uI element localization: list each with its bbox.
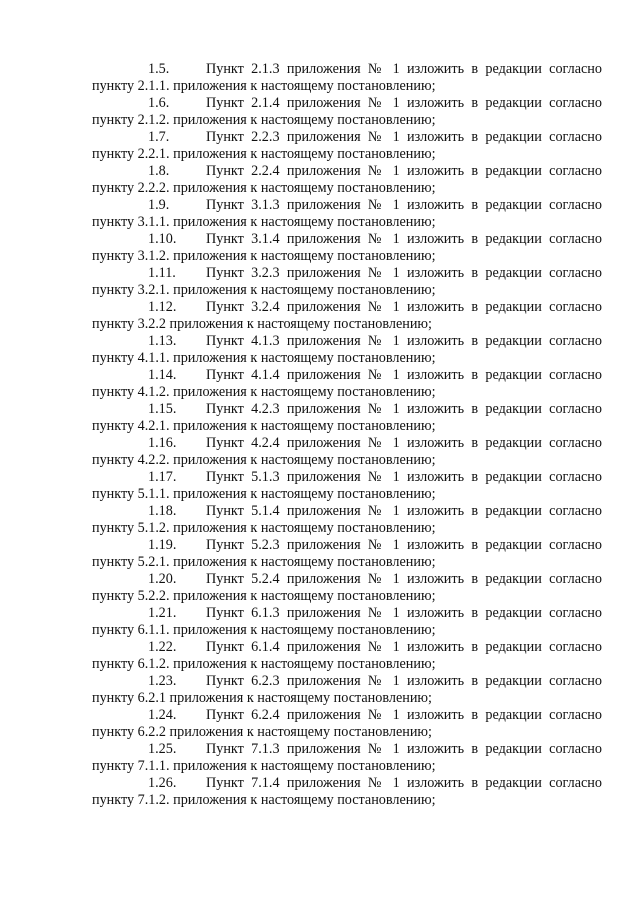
clause-item <box>92 775 602 809</box>
clause-continuation: пункту 2.1.1. приложения к настоящему постановлению; <box>92 78 436 94</box>
clause-number: 1.16. <box>148 435 177 451</box>
clause-number: 1.11. <box>148 265 176 281</box>
clause-first-line <box>92 129 602 146</box>
clause-item <box>92 333 602 367</box>
clause-number: 1.10. <box>148 231 177 247</box>
clause-text: Пункт 5.2.4 приложения № 1 изложить в редакции согласно <box>206 571 602 587</box>
clause-continuation: пункту 4.1.2. приложения к настоящему постановлению; <box>92 384 436 400</box>
clause-text: Пункт 6.2.4 приложения № 1 изложить в редакции согласно <box>206 707 602 723</box>
clause-text: Пункт 5.2.3 приложения № 1 изложить в редакции согласно <box>206 537 602 553</box>
clause-item <box>92 571 602 605</box>
clause-continuation: пункту 5.2.2. приложения к настоящему постановлению; <box>92 588 436 604</box>
clause-continuation: пункту 6.1.2. приложения к настоящему постановлению; <box>92 656 436 672</box>
document-page <box>92 61 602 809</box>
clause-continuation: пункту 7.1.1. приложения к настоящему постановлению; <box>92 758 436 774</box>
clause-item <box>92 401 602 435</box>
clause-continuation: пункту 6.2.1 приложения к настоящему постановлению; <box>92 690 432 706</box>
clause-continuation: пункту 5.1.2. приложения к настоящему постановлению; <box>92 520 436 536</box>
clause-number: 1.21. <box>148 605 177 621</box>
clause-text: Пункт 3.2.3 приложения № 1 изложить в редакции согласно <box>206 265 602 281</box>
clause-text: Пункт 2.1.3 приложения № 1 изложить в редакции согласно <box>206 61 602 77</box>
clause-number: 1.23. <box>148 673 177 689</box>
clause-item <box>92 61 602 95</box>
clause-continuation: пункту 2.2.1. приложения к настоящему постановлению; <box>92 146 436 162</box>
clause-number: 1.14. <box>148 367 177 383</box>
clause-text: Пункт 4.1.4 приложения № 1 изложить в редакции согласно <box>206 367 602 383</box>
clause-text: Пункт 4.2.4 приложения № 1 изложить в редакции согласно <box>206 435 602 451</box>
clause-text: Пункт 2.2.4 приложения № 1 изложить в редакции согласно <box>206 163 602 179</box>
clause-item <box>92 231 602 265</box>
clause-text: Пункт 6.1.4 приложения № 1 изложить в редакции согласно <box>206 639 602 655</box>
clause-continuation: пункту 4.2.1. приложения к настоящему постановлению; <box>92 418 436 434</box>
clause-number: 1.5. <box>148 61 170 77</box>
clause-number: 1.22. <box>148 639 177 655</box>
clause-first-line <box>92 61 602 78</box>
clause-item <box>92 469 602 503</box>
clause-item <box>92 639 602 673</box>
clause-first-line <box>92 95 602 112</box>
clause-continuation: пункту 6.2.2 приложения к настоящему постановлению; <box>92 724 432 740</box>
clause-text: Пункт 4.1.3 приложения № 1 изложить в редакции согласно <box>206 333 602 349</box>
clause-item <box>92 435 602 469</box>
clause-number: 1.6. <box>148 95 170 111</box>
clause-item <box>92 503 602 537</box>
clause-continuation: пункту 2.2.2. приложения к настоящему постановлению; <box>92 180 436 196</box>
clause-number: 1.9. <box>148 197 170 213</box>
clause-continuation: пункту 2.1.2. приложения к настоящему постановлению; <box>92 112 436 128</box>
clause-text: Пункт 3.1.4 приложения № 1 изложить в редакции согласно <box>206 231 602 247</box>
clause-item <box>92 265 602 299</box>
clause-first-line <box>92 231 602 248</box>
clause-continuation: пункту 4.2.2. приложения к настоящему постановлению; <box>92 452 436 468</box>
clause-number: 1.7. <box>148 129 170 145</box>
clause-number: 1.18. <box>148 503 177 519</box>
clause-item <box>92 605 602 639</box>
clause-first-line <box>92 435 602 452</box>
clause-continuation: пункту 3.1.2. приложения к настоящему постановлению; <box>92 248 436 264</box>
clause-text: Пункт 2.2.3 приложения № 1 изложить в редакции согласно <box>206 129 602 145</box>
clause-text: Пункт 7.1.3 приложения № 1 изложить в редакции согласно <box>206 741 602 757</box>
clause-first-line <box>92 571 602 588</box>
clause-first-line <box>92 605 602 622</box>
clause-item <box>92 197 602 231</box>
clause-item <box>92 129 602 163</box>
clause-item <box>92 707 602 741</box>
clause-text: Пункт 3.2.4 приложения № 1 изложить в редакции согласно <box>206 299 602 315</box>
clause-text: Пункт 2.1.4 приложения № 1 изложить в редакции согласно <box>206 95 602 111</box>
clause-text: Пункт 5.1.4 приложения № 1 изложить в редакции согласно <box>206 503 602 519</box>
clause-first-line <box>92 537 602 554</box>
clause-item <box>92 537 602 571</box>
clause-first-line <box>92 673 602 690</box>
clause-item <box>92 741 602 775</box>
clause-number: 1.17. <box>148 469 177 485</box>
clause-first-line <box>92 639 602 656</box>
clause-item <box>92 673 602 707</box>
clause-text: Пункт 7.1.4 приложения № 1 изложить в редакции согласно <box>206 775 602 791</box>
clause-item <box>92 95 602 129</box>
clause-first-line <box>92 163 602 180</box>
clause-first-line <box>92 265 602 282</box>
clause-number: 1.25. <box>148 741 177 757</box>
clause-continuation: пункту 5.2.1. приложения к настоящему постановлению; <box>92 554 436 570</box>
clause-text: Пункт 3.1.3 приложения № 1 изложить в редакции согласно <box>206 197 602 213</box>
clause-item <box>92 367 602 401</box>
clause-first-line <box>92 775 602 792</box>
clause-number: 1.15. <box>148 401 177 417</box>
clause-number: 1.26. <box>148 775 177 791</box>
clause-continuation: пункту 3.1.1. приложения к настоящему постановлению; <box>92 214 436 230</box>
clause-item <box>92 163 602 197</box>
clause-number: 1.8. <box>148 163 170 179</box>
clause-continuation: пункту 3.2.2 приложения к настоящему постановлению; <box>92 316 432 332</box>
clause-text: Пункт 6.1.3 приложения № 1 изложить в редакции согласно <box>206 605 602 621</box>
clause-first-line <box>92 401 602 418</box>
clause-number: 1.19. <box>148 537 177 553</box>
clause-continuation: пункту 3.2.1. приложения к настоящему постановлению; <box>92 282 436 298</box>
clause-first-line <box>92 299 602 316</box>
clause-first-line <box>92 741 602 758</box>
clause-text: Пункт 6.2.3 приложения № 1 изложить в редакции согласно <box>206 673 602 689</box>
clause-continuation: пункту 5.1.1. приложения к настоящему постановлению; <box>92 486 436 502</box>
clause-number: 1.20. <box>148 571 177 587</box>
clause-number: 1.24. <box>148 707 177 723</box>
clause-number: 1.12. <box>148 299 177 315</box>
clause-first-line <box>92 707 602 724</box>
clause-first-line <box>92 503 602 520</box>
clause-text: Пункт 4.2.3 приложения № 1 изложить в редакции согласно <box>206 401 602 417</box>
clause-text: Пункт 5.1.3 приложения № 1 изложить в редакции согласно <box>206 469 602 485</box>
clause-continuation: пункту 4.1.1. приложения к настоящему постановлению; <box>92 350 436 366</box>
clause-item <box>92 299 602 333</box>
clause-continuation: пункту 6.1.1. приложения к настоящему постановлению; <box>92 622 436 638</box>
clause-first-line <box>92 197 602 214</box>
clause-first-line <box>92 333 602 350</box>
clause-number: 1.13. <box>148 333 177 349</box>
clause-continuation: пункту 7.1.2. приложения к настоящему постановлению; <box>92 792 436 808</box>
clause-first-line <box>92 367 602 384</box>
clause-first-line <box>92 469 602 486</box>
